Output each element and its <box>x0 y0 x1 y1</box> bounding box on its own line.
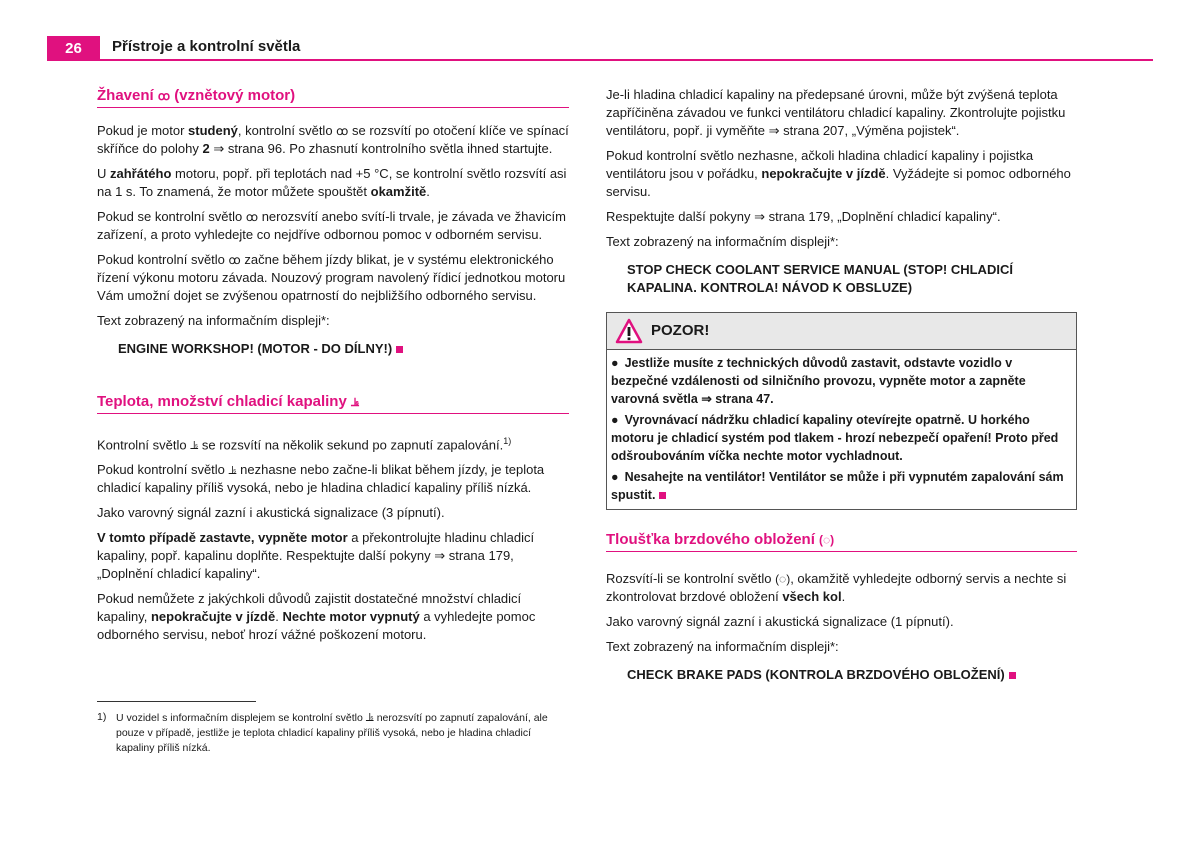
coolant-temperature-icon: ⫡ <box>228 463 237 478</box>
paragraph: Rozsvítí-li se kontrolní světlo (◌), okamžitě vyhledejte odborný servis a nechte si zkontrolovat brzdové obložení všech kol. <box>606 571 1067 604</box>
paragraph: Text zobrazený na informačním displeji*: <box>97 313 330 328</box>
header-rule <box>47 59 1153 61</box>
paragraph: Text zobrazený na informačním displeji*: <box>606 234 839 249</box>
section-end-icon <box>396 346 403 353</box>
display-message: CHECK BRAKE PADS (KONTROLA BRZDOVÉHO OBLOŽENÍ) <box>627 666 1077 684</box>
paragraph: Pokud kontrolní světlo ⫡ nezhasne nebo začne-li blikat během jízdy, je teplota chladicí kapaliny příliš vysoká, nebo je hladina chladicí kapaliny příliš nízká. <box>97 462 545 496</box>
footnote-text: U vozidel s informačním displejem se kontrolní světlo ⫡ nerozsvítí po zapnutí zapalování, ale pouze v případě, jestliže je teplota chladicí kapaliny příliš vysoká, nebo je hladina chladicí kapaliny příliš nízká. <box>116 710 548 754</box>
warning-item: ● Jestliže musíte z technických důvodů zastavit, odstavte vozidlo v bezpečné vzdálenosti od silničního provozu, vypněte motor a zapněte varovná světla ⇒ strana 47. <box>611 356 1026 406</box>
paragraph: Respektujte další pokyny ⇒ strana 179, „Doplnění chladicí kapaliny“. <box>606 209 1001 224</box>
right-column <box>606 86 1077 698</box>
warning-box <box>606 312 1077 510</box>
running-title: Přístroje a kontrolní světla <box>112 38 301 55</box>
warning-item: ● Vyrovnávací nádržku chladicí kapaliny otevírejte opatrně. U horkého motoru je chladicí systém pod tlakem - hrozí nebezpečí opaření! Proto před odšroubováním víčka nechte motor vychladnout. <box>611 413 1059 463</box>
glow-plug-icon: ꝏ <box>157 89 171 103</box>
page-number: 26 <box>47 36 100 60</box>
glow-plug-icon: ꝏ <box>228 253 241 267</box>
paragraph: Je-li hladina chladicí kapaliny na předepsané úrovni, může být zvýšená teplota zapříčiněna závadou ve funkci ventilátoru chladicí kapaliny. Zkontrolujte pojistku ventilátoru, popř. ji vyměňte ⇒ strana 207, „Výměna pojistek“. <box>606 87 1066 138</box>
paragraph: Pokud se kontrolní světlo ꝏ nerozsvítí anebo svítí-li trvale, je závada ve žhavicím zařízení, a proto vyhledejte co nejdříve odbornou pomoc v odborném servisu. <box>97 209 566 242</box>
paragraph: Pokud je motor studený, kontrolní světlo ꝏ se rozsvítí po otočení klíče ve spínací skříňce do polohy 2 ⇒ strana 96. Po zhasnutí kontrolního světla ihned startujte. <box>97 123 569 156</box>
section-glow <box>97 86 569 358</box>
footnote <box>97 710 571 756</box>
paragraph: Pokud kontrolní světlo nezhasne, ačkoli hladina chladicí kapaliny i pojistka ventilátoru jsou v pořádku, nepokračujte v jízdě. Vyžádejte si pomoc odborného servisu. <box>606 148 1071 199</box>
section-end-icon <box>659 492 666 499</box>
paragraph: V tomto případě zastavte, vypněte motor a překontrolujte hladinu chladicí kapaliny, popř. kapalinu doplňte. Respektujte další pokyny ⇒ strana 179, „Doplnění chladicí kapaliny“. <box>97 530 535 582</box>
warning-item: ● Nesahejte na ventilátor! Ventilátor se může i při vypnutém zapalování sám spustit. <box>611 470 1064 502</box>
warning-header <box>607 313 1076 350</box>
section-brake <box>606 530 1077 684</box>
bullet-icon: ● <box>611 413 619 427</box>
section-title-coolant: Teplota, množství chladicí kapaliny ⫡ <box>97 392 569 414</box>
warning-label: POZOR! <box>651 322 710 339</box>
paragraph: Pokud nemůžete z jakýchkoli důvodů zajistit dostatečné množství chladicí kapaliny, nepokračujte v jízdě. Nechte motor vypnutý a vyhledejte pomoc odborného servisu, neboť hrozí vážné poškození motoru. <box>97 591 536 643</box>
bullet-icon: ● <box>611 356 619 370</box>
section-title-brake: Tloušťka brzdového obložení (◌) <box>606 530 1077 552</box>
section-title-glow: Žhavení ꝏ (vznětový motor) <box>97 86 569 108</box>
coolant-temperature-icon: ⫡ <box>190 438 199 453</box>
brake-pad-icon: (◌) <box>775 572 791 586</box>
bullet-icon: ● <box>611 470 619 484</box>
section-end-icon <box>1009 672 1016 679</box>
display-message: ENGINE WORKSHOP! (MOTOR - DO DÍLNY!) <box>118 340 569 358</box>
paragraph: Kontrolní světlo ⫡ se rozsvítí na několik sekund po zapnutí zapalování.$^{1)}$ <box>97 436 512 453</box>
footnote-number: 1) <box>97 711 107 723</box>
glow-plug-icon: ꝏ <box>245 210 259 224</box>
paragraph: Jako varovný signál zazní i akustická signalizace (1 pípnutí). <box>606 614 954 629</box>
section-coolant <box>97 392 569 644</box>
warning-body <box>607 350 1076 509</box>
paragraph: Jako varovný signál zazní i akustická signalizace (3 pípnutí). <box>97 505 445 521</box>
coolant-temperature-icon: ⫡ <box>365 710 374 724</box>
footnote-ref: 1) <box>503 436 512 446</box>
left-column <box>97 86 569 658</box>
footnote-rule <box>97 701 256 702</box>
paragraph: U zahřátého motoru, popř. při teplotách nad +5 °C, se kontrolní světlo rozsvítí asi na 1 s. To znamená, že motor můžete spouštět okamžitě. <box>97 166 567 199</box>
glow-plug-icon: ꝏ <box>336 124 349 138</box>
paragraph: Text zobrazený na informačním displeji*: <box>606 639 839 654</box>
display-message: STOP CHECK COOLANT SERVICE MANUAL (STOP! CHLADICÍ KAPALINA. KONTROLA! NÁVOD K OBSLUZE) <box>627 262 1013 295</box>
brake-pad-icon: (◌) <box>819 533 835 547</box>
coolant-temperature-icon: ⫡ <box>350 395 359 409</box>
warning-triangle-icon <box>615 318 643 344</box>
paragraph: Pokud kontrolní světlo ꝏ začne během jízdy blikat, je v systému elektronického řízení výkonu motoru závada. Nouzový program navolený řídicí jednotkou motoru Vám umožní dojet se zvýšenou opatrností do nejbližšího odborného servisu. <box>97 252 566 303</box>
